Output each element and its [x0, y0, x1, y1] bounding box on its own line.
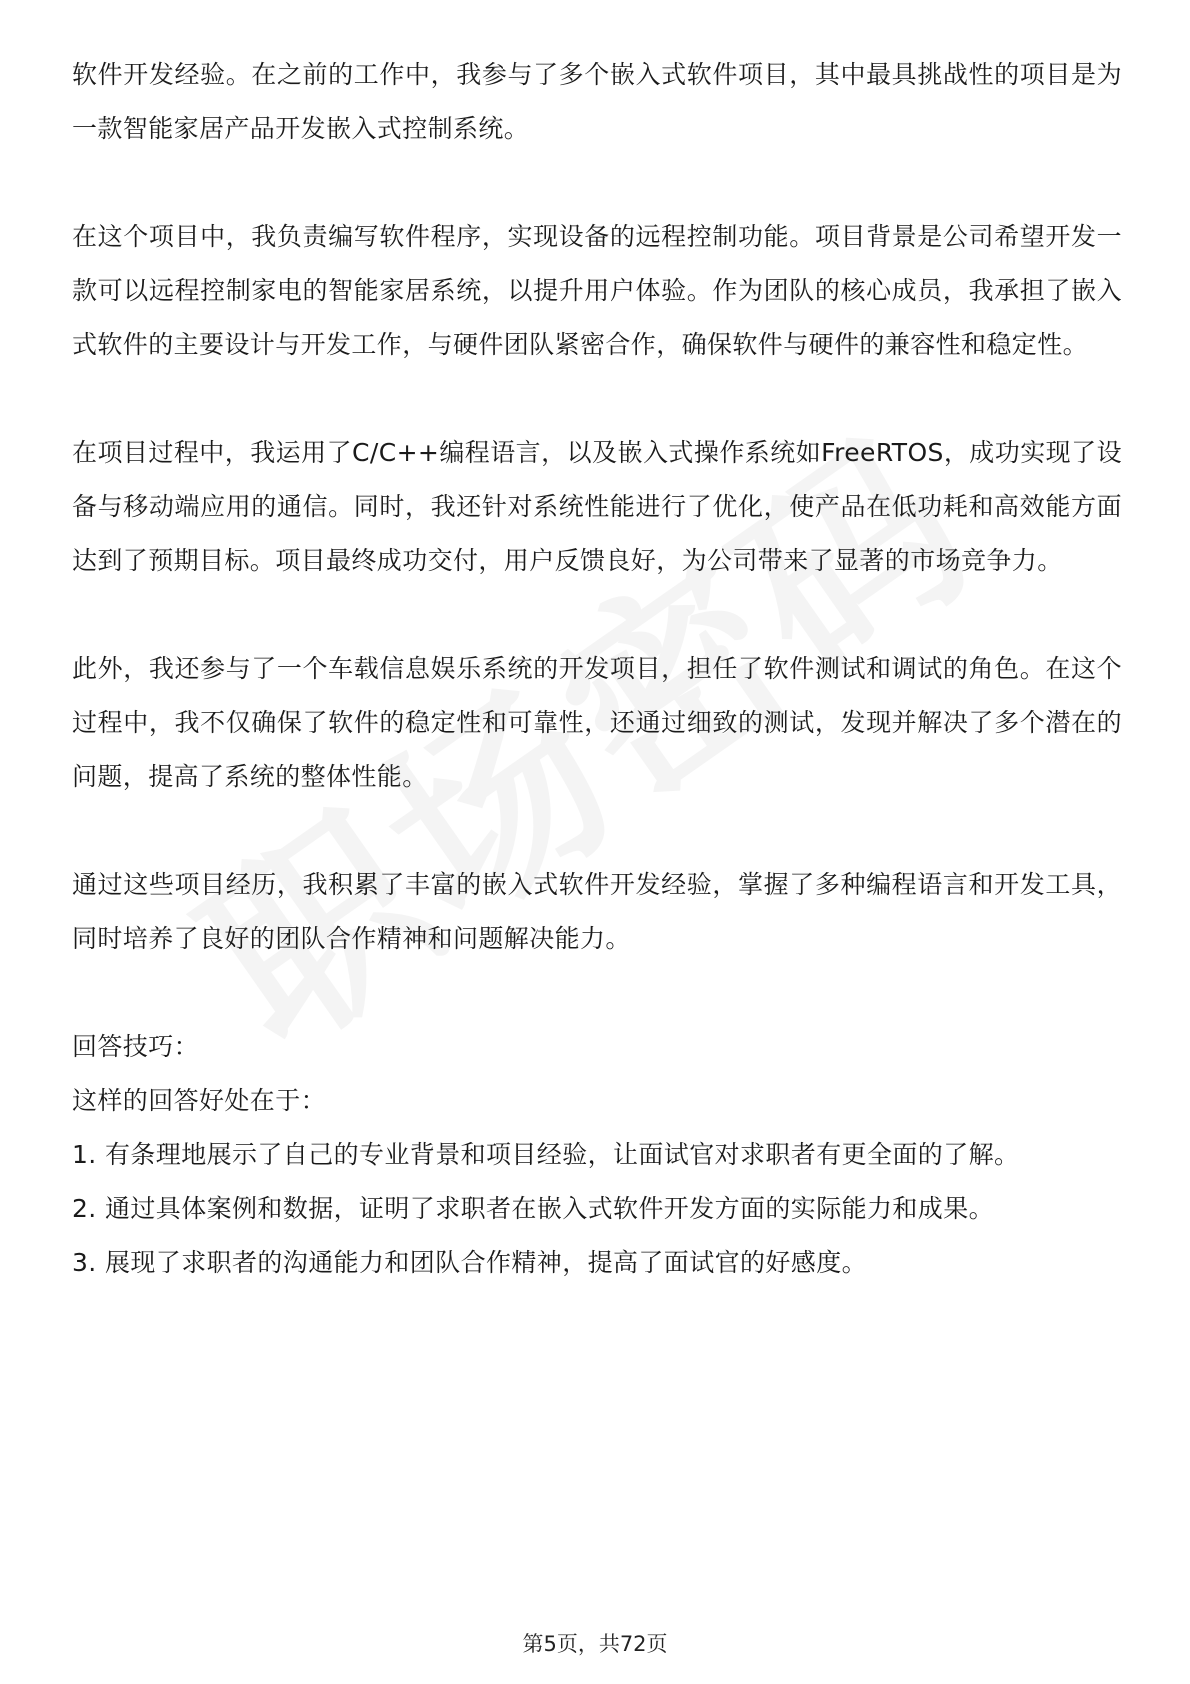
answer-tips-section [72, 1020, 1122, 1290]
paragraph: 通过这些项目经历，我积累了丰富的嵌入式软件开发经验，掌握了多种编程语言和开发工具，同时培养了良好的团队合作精神和问题解决能力。 [72, 870, 1122, 953]
tips-item: 1. 有条理地展示了自己的专业背景和项目经验，让面试官对求职者有更全面的了解。 [72, 1140, 1020, 1169]
paragraph: 在这个项目中，我负责编写软件程序，实现设备的远程控制功能。项目背景是公司希望开发一款可以远程控制家电的智能家居系统，以提升用户体验。作为团队的核心成员，我承担了嵌入式软件的主要设计与开发工作，与硬件团队紧密合作，确保软件与硬件的兼容性和稳定性。 [72, 222, 1122, 359]
paragraph: 此外，我还参与了一个车载信息娱乐系统的开发项目，担任了软件测试和调试的角色。在这个过程中，我不仅确保了软件的稳定性和可靠性，还通过细致的测试，发现并解决了多个潜在的问题，提高了系统的整体性能。 [72, 654, 1122, 791]
tips-item: 2. 通过具体案例和数据，证明了求职者在嵌入式软件开发方面的实际能力和成果。 [72, 1194, 995, 1223]
document-body [72, 48, 1122, 1290]
paragraph: 在项目过程中，我运用了C/C++编程语言，以及嵌入式操作系统如FreeRTOS，成功实现了设备与移动端应用的通信。同时，我还针对系统性能进行了优化，使产品在低功耗和高效能方面达到了预期目标。项目最终成功交付，用户反馈良好，为公司带来了显著的市场竞争力。 [72, 438, 1122, 575]
page-number-footer: 第5页，共72页 [522, 1632, 668, 1656]
tips-intro: 这样的回答好处在于： [72, 1086, 327, 1115]
paragraph: 软件开发经验。在之前的工作中，我参与了多个嵌入式软件项目，其中最具挑战性的项目是为一款智能家居产品开发嵌入式控制系统。 [72, 60, 1122, 143]
tips-heading: 回答技巧： [72, 1032, 200, 1061]
tips-item: 3. 展现了求职者的沟通能力和团队合作精神，提高了面试官的好感度。 [72, 1248, 868, 1277]
